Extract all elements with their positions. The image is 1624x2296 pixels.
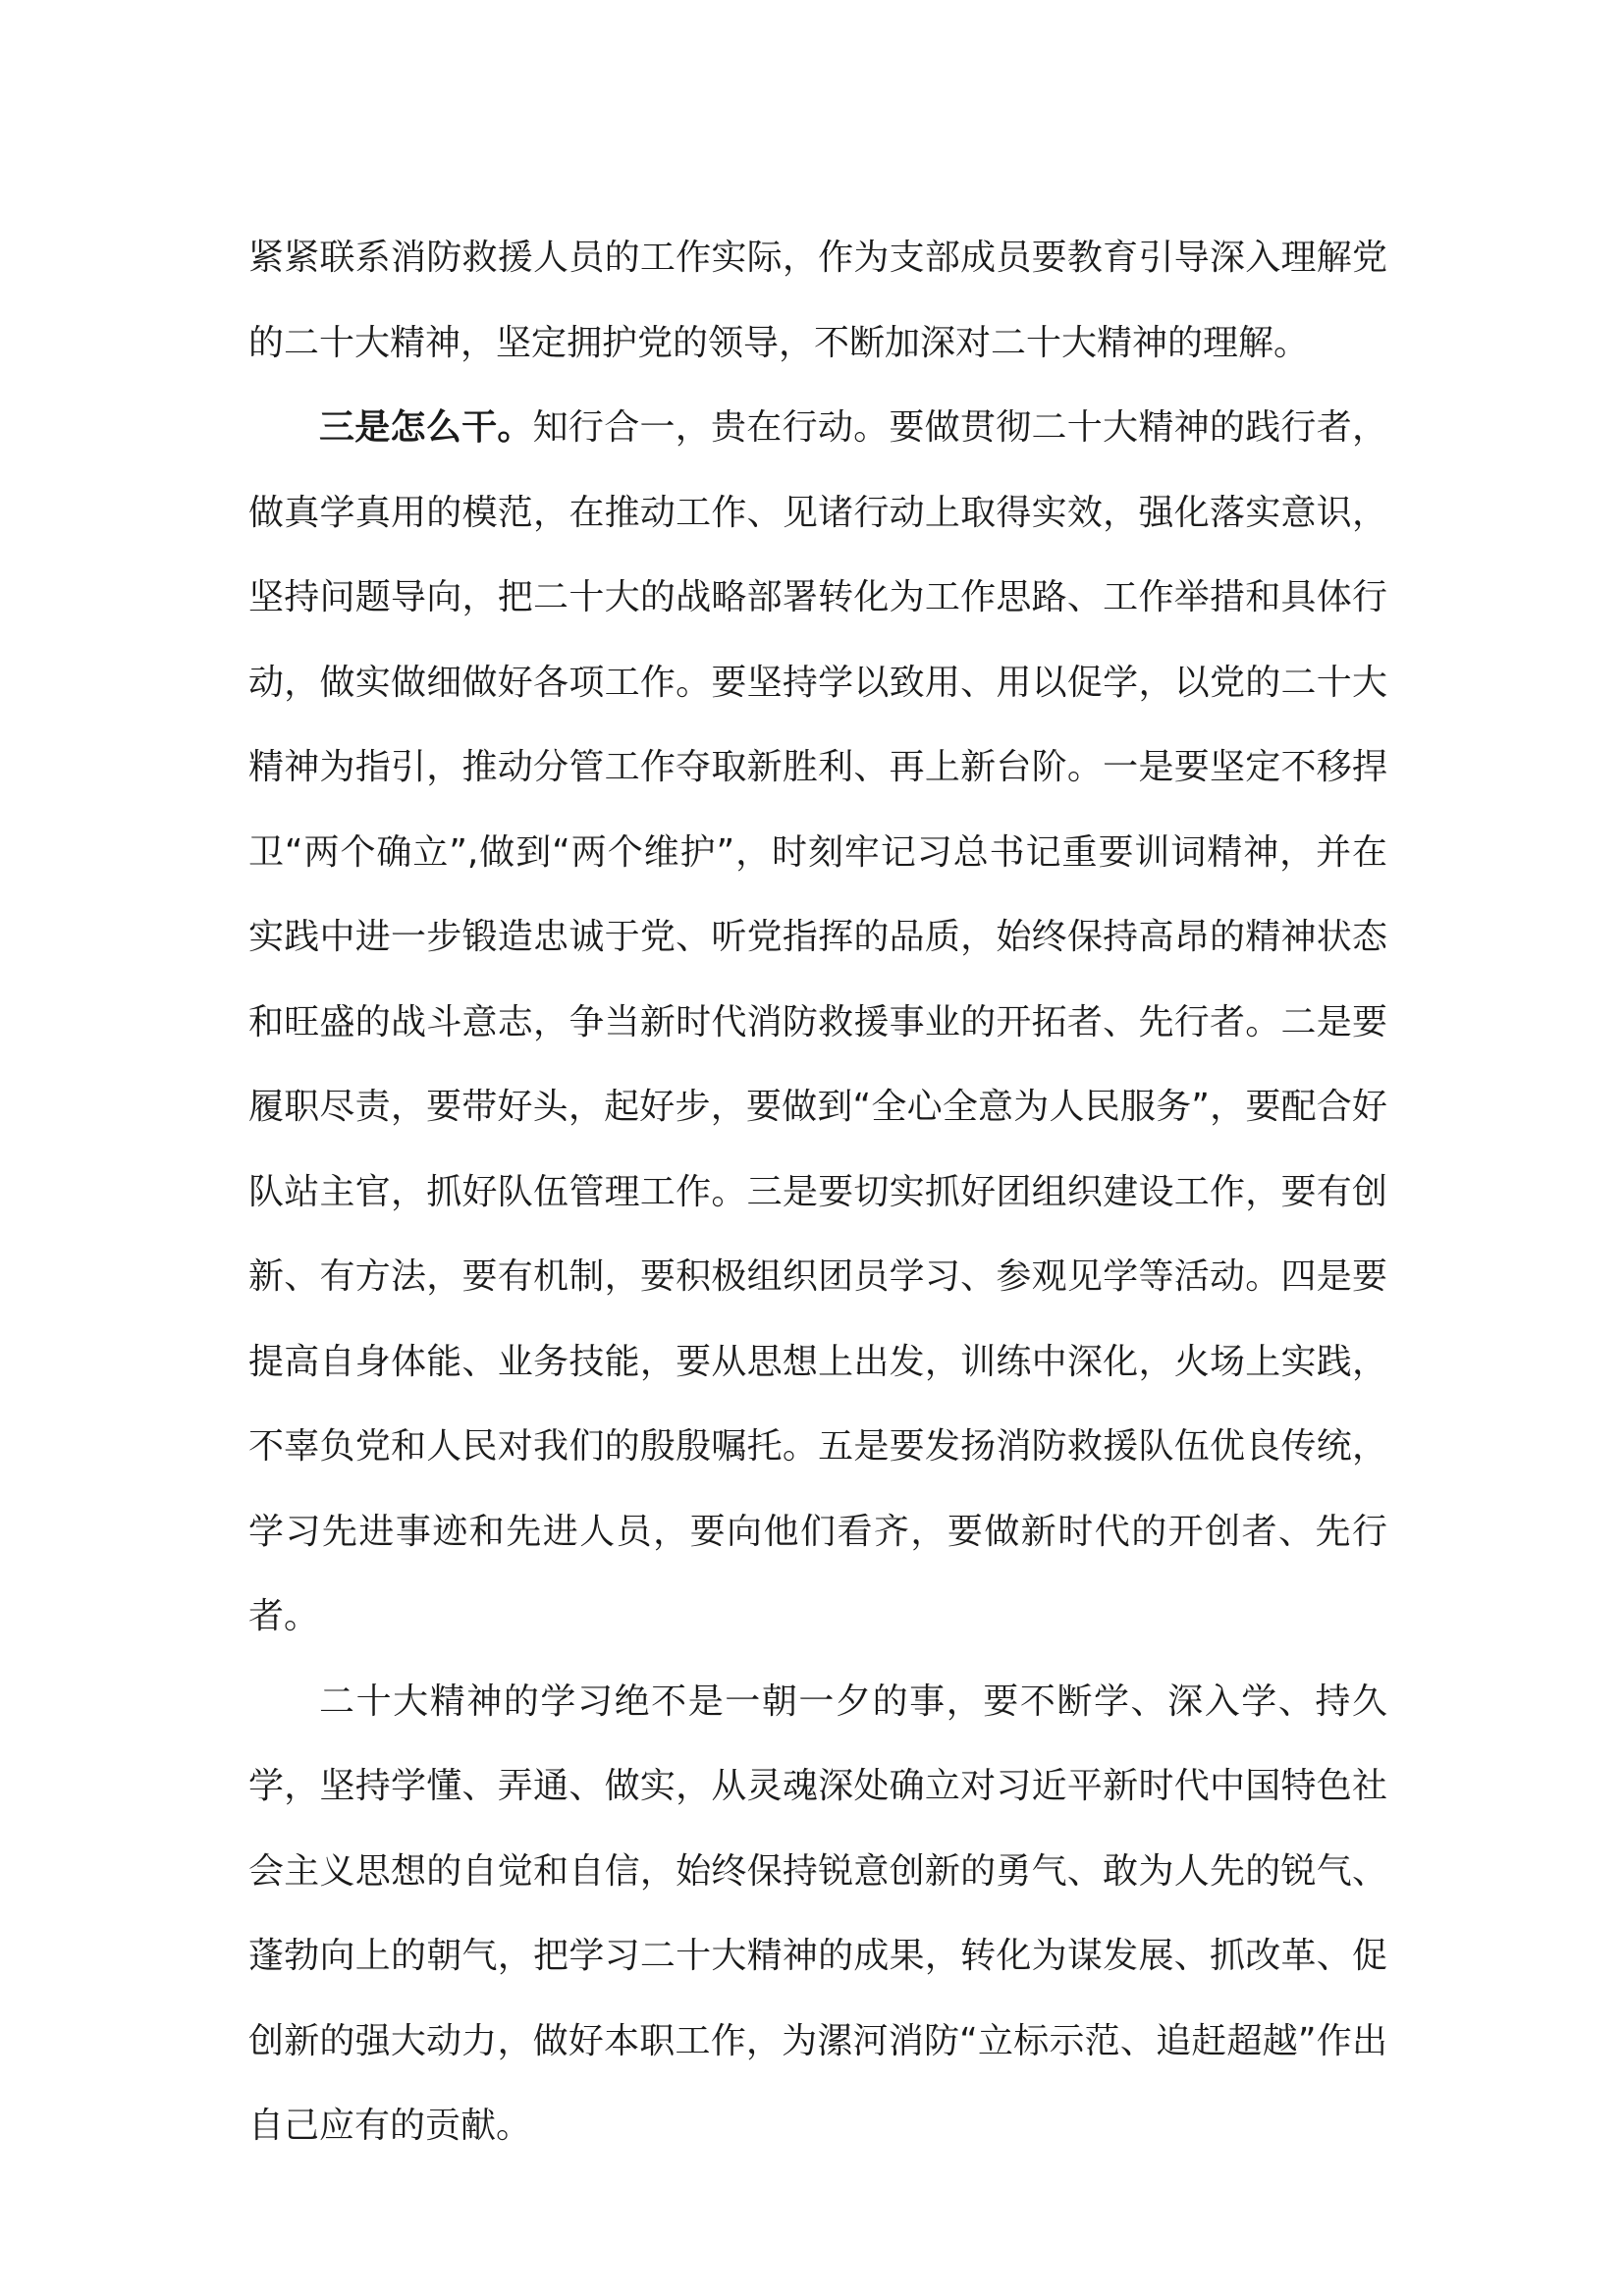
paragraph-continuation	[248, 216, 1387, 386]
body-text	[248, 216, 1387, 2169]
paragraph-text: 紧紧联系消防救援人员的工作实际，作为支部成员要教育引导深入理解党的二十大精神，坚定拥护党的领导，不断加深对二十大精神的理解。	[248, 238, 1387, 363]
paragraph-how-to-act	[248, 386, 1387, 1660]
paragraph-conclusion	[248, 1660, 1387, 2169]
paragraph-lead-heading: 三是怎么干。	[319, 407, 533, 448]
paragraph-text: 知行合一，贵在行动。要做贯彻二十大精神的践行者，做真学真用的模范，在推动工作、见诸行动上取得实效，强化落实意识，坚持问题导向，把二十大的战略部署转化为工作思路、工作举措和具体行动，做实做细做好各项工作。要坚持学以致用、用以促学，以党的二十大精神为指引，推动分管工作夺取新胜利、再上新台阶。一是要坚定不移捍卫“两个确立”,做到“两个维护”，时刻牢记习总书记重要训词精神，并在实践中进一步锻造忠诚于党、听党指挥的品质，始终保持高昂的精神状态和旺盛的战斗意志，争当新时代消防救援事业的开拓者、先行者。二是要履职尽责，要带好头，起好步，要做到“全心全意为人民服务”，要配合好队站主官，抓好队伍管理工作。三是要切实抓好团组织建设工作，要有创新、有方法，要有机制，要积极组织团员学习、参观见学等活动。四是要提高自身体能、业务技能，要从思想上出发，训练中深化，火场上实践，不辜负党和人民对我们的殷殷嘱托。五是要发扬消防救援队伍优良传统，学习先进事迹和先进人员，要向他们看齐，要做新时代的开创者、先行者。	[248, 407, 1387, 1636]
paragraph-text: 二十大精神的学习绝不是一朝一夕的事，要不断学、深入学、持久学，坚持学懂、弄通、做实，从灵魂深处确立对习近平新时代中国特色社会主义思想的自觉和自信，始终保持锐意创新的勇气、敢为人先的锐气、蓬勃向上的朝气，把学习二十大精神的成果，转化为谋发展、抓改革、促创新的强大动力，做好本职工作，为漯河消防“立标示范、追赶超越”作出自己应有的贡献。	[248, 1681, 1387, 2146]
